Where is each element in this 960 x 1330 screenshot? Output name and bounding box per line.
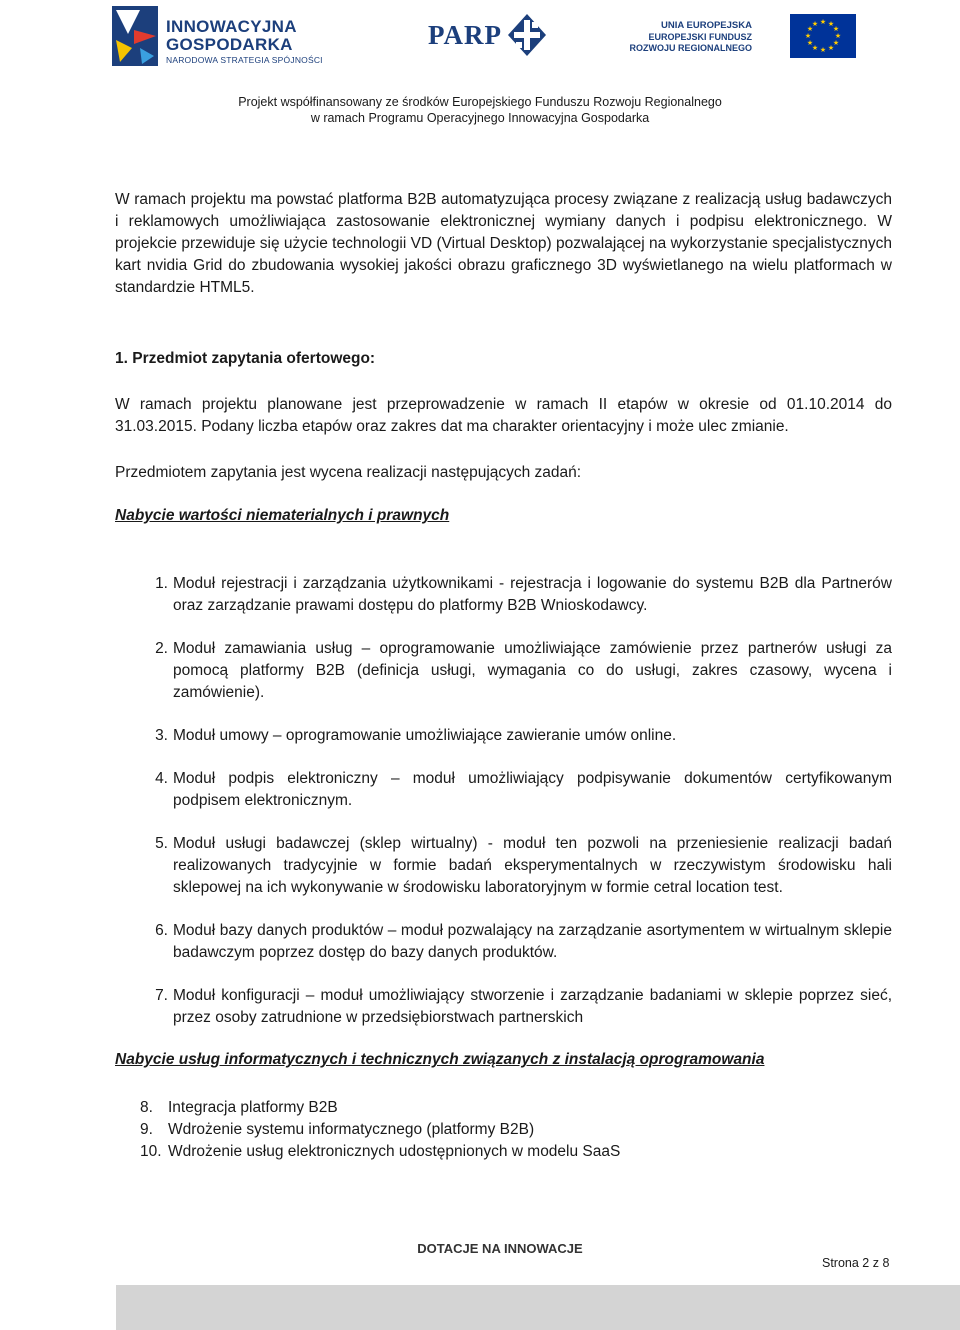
logo-left-subtitle: NARODOWA STRATEGIA SPÓJNOŚCI <box>166 55 323 65</box>
list-item-text: Moduł bazy danych produktów – moduł pozwalający na zarządzanie asortymentem w wirtualnym sklepie badawczym poprzez dostęp do bazy danych produktów. <box>173 922 892 961</box>
logo-right-line3: ROZWOJU REGIONALNEGO <box>629 43 752 53</box>
subsection-b-heading: Nabycie usług informatycznych i technicznych związanych z instalacją oprogramowania <box>115 1051 765 1068</box>
logo-right-line2: EUROPEJSKI FUNDUSZ <box>648 32 752 42</box>
logo-left-title-line1: INNOWACYJNA <box>166 17 297 36</box>
svg-text:★: ★ <box>806 25 814 33</box>
list-item <box>140 1097 338 1119</box>
innowacyjna-gospodarka-emblem-icon <box>110 4 162 68</box>
svg-text:★: ★ <box>834 32 842 40</box>
svg-text:★: ★ <box>827 44 835 52</box>
svg-text:★: ★ <box>832 39 840 47</box>
svg-text:★: ★ <box>819 46 827 54</box>
parp-logo-text: PARP <box>428 20 502 50</box>
funding-line-2: w ramach Programu Operacyjnego Innowacyjna Gospodarka <box>310 111 650 125</box>
svg-text:★: ★ <box>804 32 812 40</box>
svg-text:★: ★ <box>827 20 835 28</box>
eu-flag-icon <box>790 14 856 58</box>
list-item-number: 4. <box>155 770 168 787</box>
list-item-number: 8. <box>140 1099 153 1116</box>
funding-line-1: Projekt współfinansowany ze środków Europejskiego Funduszu Rozwoju Regionalnego <box>238 95 722 109</box>
list-item-text: Moduł konfiguracji – moduł umożliwiający stworzenie i zarządzanie badaniami w sklepie poprzez sieć, przez osoby zatrudnione w przedsiębiorstwach partnerskich <box>173 987 892 1026</box>
section-paragraph-2-text: Przedmiotem zapytania jest wycena realizacji następujących zadań: <box>115 464 582 481</box>
eu-logo <box>629 14 856 60</box>
list-item-text: Moduł zamawiania usług – oprogramowanie umożliwiające zamówienie przez partnerów usługi za pomocą platformy B2B (definicja usługi, wymagania co do usługi, zakres czasowy, wycena i zamówienie). <box>173 640 892 701</box>
svg-text:★: ★ <box>811 44 819 52</box>
intro-text: W ramach projektu ma powstać platforma B2B automatyzująca procesy związane z realizacją usług badawczych i reklamowych umożliwiająca zastosowanie elektronicznej wymiany danych i podpisu elektronicznego. W projekcie przewiduje się użycie technologii VD (Virtual Desktop) pozwalającej na wykorzystanie specjalistycznych kart nvidia Grid do zbudowania wysokiej jakości obrazu graficznego 3D wyświetlanego na wielu platformach w standardzie HTML5. <box>115 191 892 296</box>
list-item-text: Moduł rejestracji i zarządzania użytkownikami - rejestracja i logowanie do systemu B2B dla Partnerów oraz zarządzanie prawami dostępu do platformy B2B Wnioskodawcy. <box>173 575 892 614</box>
list-item-number: 10. <box>140 1143 162 1160</box>
svg-text:★: ★ <box>806 39 814 47</box>
parp-logo <box>428 12 548 62</box>
list-item-text: Moduł podpis elektroniczny – moduł umożliwiający podpisywanie dokumentów certyfikowanym podpisem elektronicznym. <box>173 770 892 809</box>
list-item-text: Wdrożenie usług elektronicznych udostępnionych w modelu SaaS <box>168 1143 621 1160</box>
innowacyjna-gospodarka-logo <box>110 4 323 68</box>
list-item-number: 3. <box>155 727 168 744</box>
list-item-number: 9. <box>140 1121 153 1138</box>
logo-left-title-line2: GOSPODARKA <box>166 35 293 54</box>
subsection-a-heading: Nabycie wartości niematerialnych i prawnych <box>115 507 450 524</box>
list-item-text: Moduł usługi badawczej (sklep wirtualny) - moduł ten pozwoli na przeniesienie realizacji badań realizowanych tradycyjnie w formie badań eksperymentalnych w rzeczywistym środowisku hali sklepowej na ich wykonywanie w środowisku laboratoryjnym w formie cetral location test. <box>173 835 892 896</box>
svg-text:★: ★ <box>832 25 840 33</box>
list-item-text: Moduł umowy – oprogramowanie umożliwiające zawieranie umów online. <box>173 727 677 744</box>
list-item-text: Integracja platformy B2B <box>168 1099 338 1116</box>
section-heading: 1. Przedmiot zapytania ofertowego: <box>115 350 376 367</box>
parp-emblem-icon <box>506 12 548 58</box>
list-item <box>140 1119 534 1141</box>
page-number: Strona 2 z 8 <box>822 1256 890 1270</box>
section-paragraph-1-text: W ramach projektu planowane jest przeprowadzenie w ramach II etapów w okresie od 01.10.2014 do 31.03.2015. Podany liczba etapów oraz zakres dat ma charakter orientacyjny i może ulec zmianie. <box>115 396 892 435</box>
list-item-number: 5. <box>155 835 168 852</box>
svg-text:★: ★ <box>811 20 819 28</box>
list-item-number: 2. <box>155 640 168 657</box>
section-paragraph-1 <box>115 394 892 438</box>
list-item-number: 6. <box>155 922 168 939</box>
logo-right-line1: UNIA EUROPEJSKA <box>661 20 752 31</box>
section-paragraph-2 <box>115 462 892 484</box>
list-item-number: 1. <box>155 575 168 592</box>
intro-paragraph <box>115 189 892 299</box>
footer-bar <box>116 1285 960 1330</box>
list-item-number: 7. <box>155 987 168 1004</box>
list-item-text: Wdrożenie systemu informatycznego (platformy B2B) <box>168 1121 535 1138</box>
list-item <box>140 1141 620 1163</box>
footer-label: DOTACJE NA INNOWACJE <box>417 1241 583 1256</box>
svg-text:★: ★ <box>819 18 827 26</box>
